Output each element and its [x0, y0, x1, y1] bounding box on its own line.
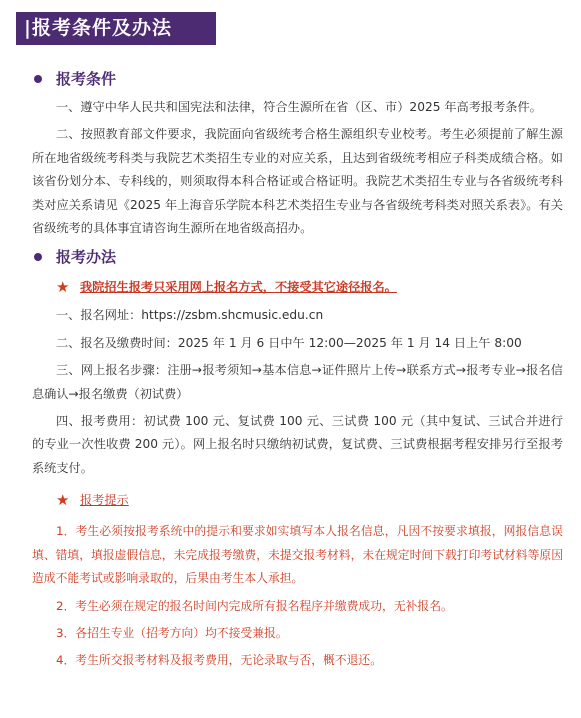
condition-item-2: 二、按照教育部文件要求，我院面向省级统考合格生源组织专业校考。考生必须提前了解生源所在地省级统考科类与我院艺术类招生专业的对应关系，且达到省级统考相应子科类成绩合格。如该省份划分本、专科线的，则须取得本科合格证或合格证明。我院艺术类招生专业与各省级统考科类对应关系请见《2025 年上海音乐学院本科艺术类招生专业与各省级统考科类对照关系表》。有关省级统考的具体事宜请咨询生源所在地省级高招办。 — [32, 127, 563, 236]
registration-url: 一、报名网址：https://zsbm.shcmusic.edu.cn — [56, 308, 324, 323]
registration-time: 二、报名及缴费时间：2025 年 1 月 6 日中午 12:00—2025 年 1 月 14 日上午 8:00 — [56, 335, 522, 350]
condition-item-1: 一、遵守中华人民共和国宪法和法律，符合生源所在省（区、市）2025 年高考报考条件。 — [56, 100, 542, 114]
page-title: |报考条件及办法 — [16, 12, 216, 45]
registration-fees: 四、报考费用：初试费 100 元、复试费 100 元、三试费 100 元（其中复试、三试合并进行的专业一次性收费 200 元）。网上报名时只缴纳初试费，复试费、三试费根据考程安排另行至报考系统支付。 — [32, 414, 563, 475]
tips-heading — [56, 487, 581, 513]
bullet-dot-icon — [34, 75, 42, 83]
star-icon: ★ — [56, 491, 70, 510]
tip-item-4: 4．考生所交报考材料及报考费用，无论录取与否，概不退还。 — [56, 653, 383, 668]
online-only-notice — [56, 274, 581, 300]
section-heading-method — [56, 244, 581, 270]
star-icon: ★ — [56, 278, 70, 297]
tips-heading-label: 报考提示 — [80, 493, 129, 508]
notice-text: 我院招生报考只采用网上报名方式，不接受其它途径报名。 — [80, 280, 397, 295]
tip-item-3: 3．各招生专业（招考方向）均不接受兼报。 — [56, 625, 288, 640]
registration-steps: 三、网上报名步骤：注册→报考须知→基本信息→证件照片上传→联系方式→报考专业→报名信息确认→报名缴费（初试费） — [32, 363, 563, 401]
main-content — [0, 66, 581, 673]
section-heading-conditions — [56, 66, 581, 92]
section-heading-label: 报考办法 — [56, 248, 117, 267]
section-heading-label: 报考条件 — [56, 70, 117, 88]
tip-item-1: 1．考生必须按报考系统中的提示和要求如实填写本人报名信息，凡因不按要求填报，网报信息误填、错填，填报虚假信息，未完成报考缴费，未提交报考材料，未在规定时间下载打印考试材料等原因造成不能考试或影响录取的，后果由考生本人承担。 — [32, 524, 563, 586]
bullet-dot-icon — [34, 253, 42, 261]
tip-item-2: 2．考生必须在规定的报名时间内完成所有报名程序并缴费成功，无补报名。 — [56, 598, 453, 613]
